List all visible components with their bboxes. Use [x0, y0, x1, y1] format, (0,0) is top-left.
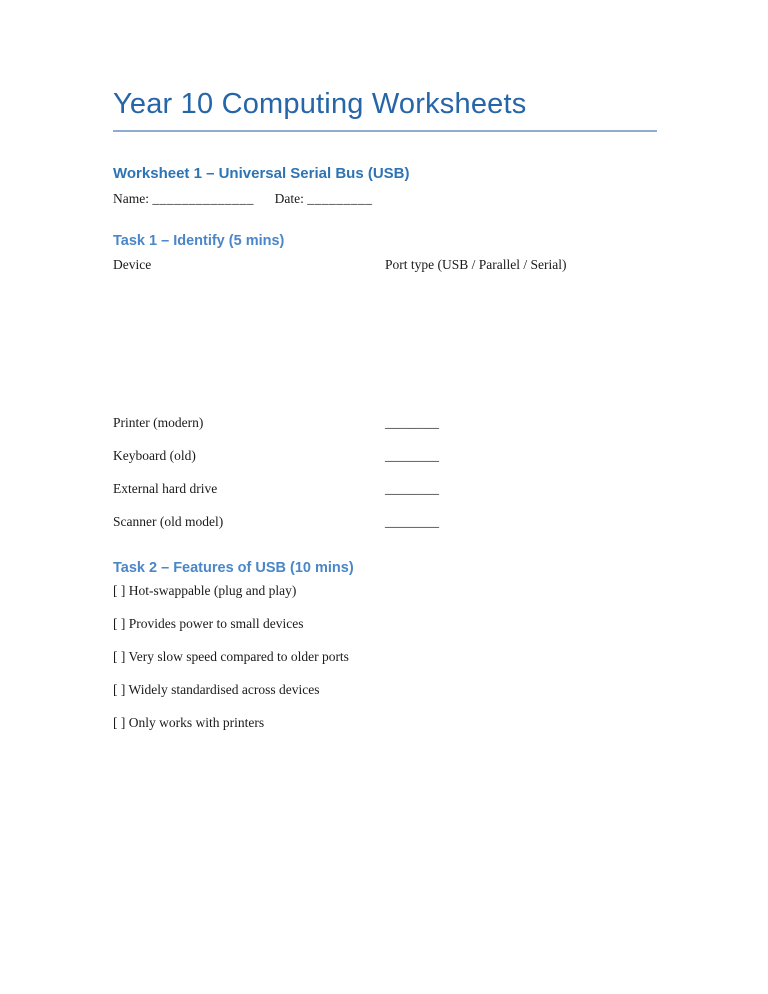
task1-column-headers: [113, 257, 657, 273]
port-type-column-header: Port type (USB / Parallel / Serial): [385, 257, 567, 273]
device-label: External hard drive: [113, 481, 218, 497]
checklist-item: [ ] Very slow speed compared to older ports: [113, 649, 349, 665]
answer-blank: ________: [385, 448, 439, 464]
usb-features-checklist: [113, 583, 657, 731]
date-blank: _________: [307, 191, 373, 207]
answer-blank: ________: [385, 514, 439, 530]
answer-blank: ________: [385, 415, 439, 431]
table-row: [113, 514, 657, 530]
page-title: Year 10 Computing Worksheets: [113, 88, 527, 120]
checklist-item: [ ] Widely standardised across devices: [113, 682, 320, 698]
worksheet-heading: Worksheet 1 – Universal Serial Bus (USB): [113, 165, 410, 183]
task1-heading: Task 1 – Identify (5 mins): [113, 233, 285, 250]
name-blank: ______________: [152, 191, 254, 207]
title-rule: [113, 130, 657, 132]
device-label: Scanner (old model): [113, 514, 224, 530]
task2-heading: Task 2 – Features of USB (10 mins): [113, 560, 354, 577]
name-label: Name:: [113, 191, 149, 207]
blank-table-area: [113, 273, 657, 415]
checklist-item: [ ] Hot-swappable (plug and play): [113, 583, 297, 599]
name-date-line: [113, 191, 657, 207]
device-label: Keyboard (old): [113, 448, 196, 464]
table-row: [113, 448, 657, 464]
answer-blank: ________: [385, 481, 439, 497]
table-row: [113, 415, 657, 431]
device-label: Printer (modern): [113, 415, 204, 431]
device-column-header: Device: [113, 257, 152, 273]
table-row: [113, 481, 657, 497]
checklist-item: [ ] Only works with printers: [113, 715, 265, 731]
date-label: Date:: [274, 191, 304, 207]
checklist-item: [ ] Provides power to small devices: [113, 616, 304, 632]
